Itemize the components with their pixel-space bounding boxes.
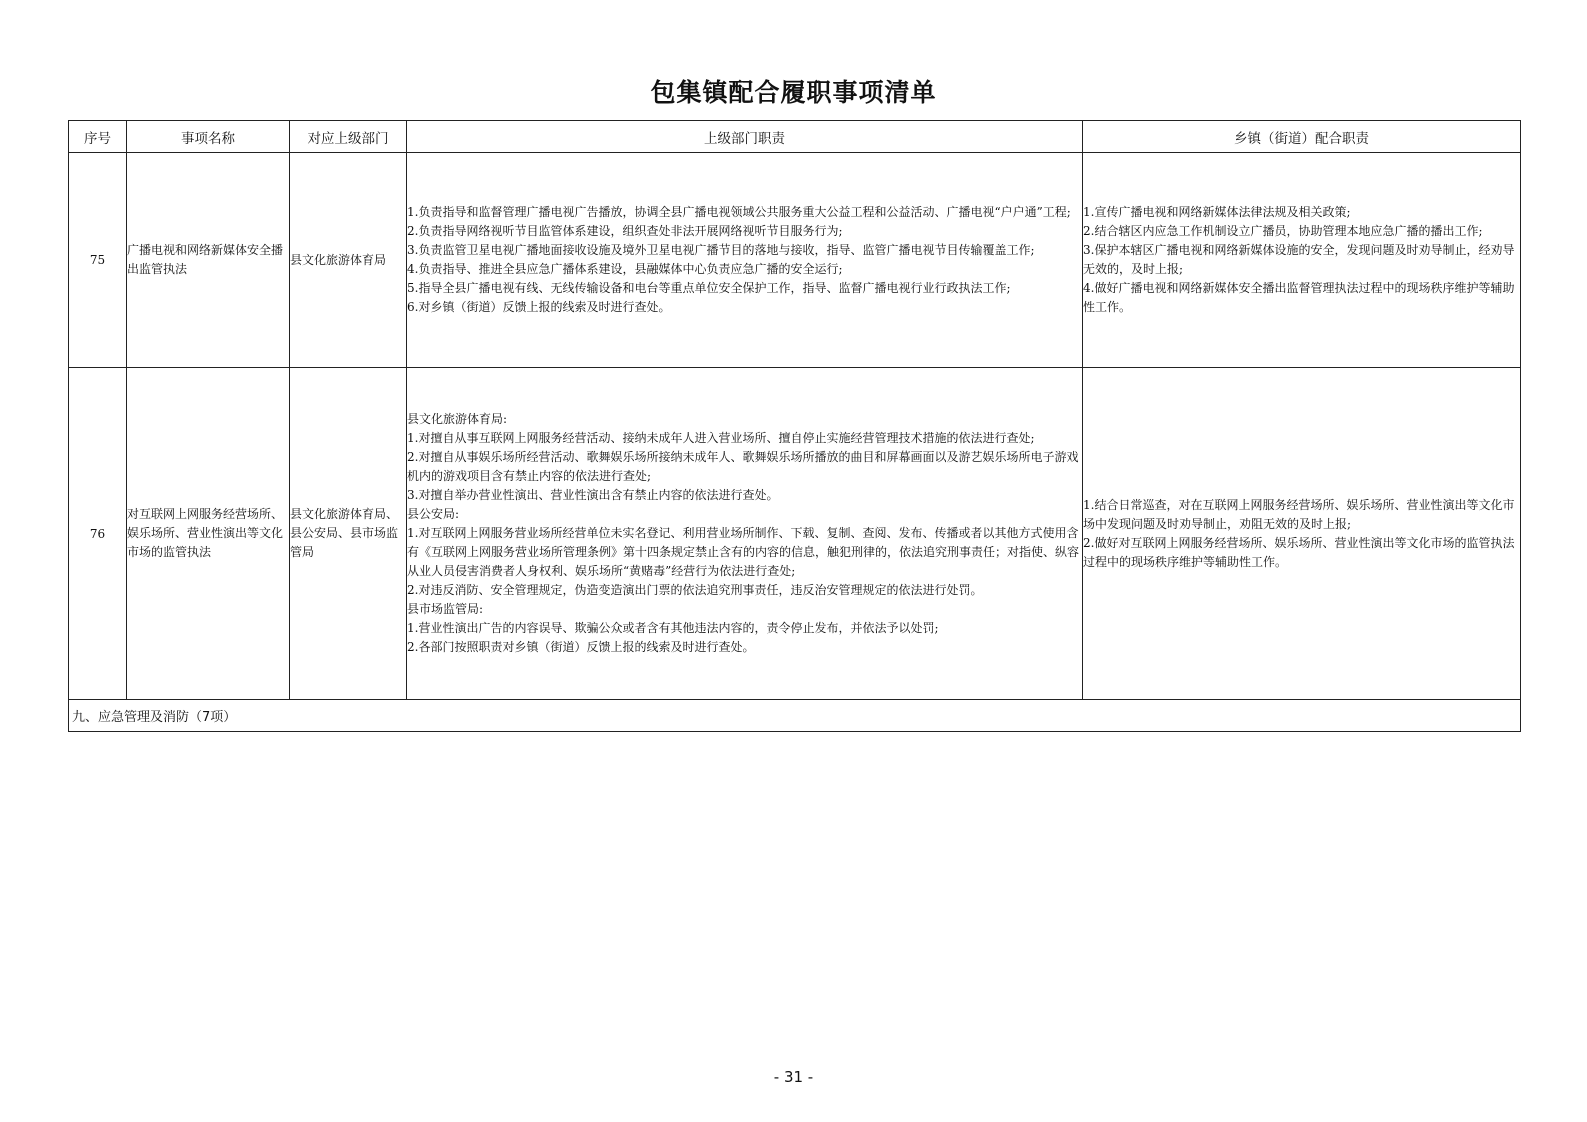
- duty-line: 县公安局:: [407, 507, 460, 521]
- row-item-name: 广播电视和网络新媒体安全播出监管执法: [127, 153, 290, 368]
- section-row: [69, 700, 1521, 732]
- duty-line: 3.对擅自举办营业性演出、营业性演出含有禁止内容的依法进行查处。: [407, 488, 779, 502]
- section-heading: 九、应急管理及消防（7项）: [69, 700, 1521, 732]
- duty-line: 县文化旅游体育局:: [407, 412, 508, 426]
- row-department: 县文化旅游体育局、县公安局、县市场监管局: [290, 368, 407, 700]
- row-seq: 75: [69, 153, 127, 368]
- page-number: - 31 -: [773, 1068, 814, 1086]
- duty-line: 1.营业性演出广告的内容误导、欺骗公众或者含有其他违法内容的，责令停止发布，并依法予以处罚;: [407, 621, 939, 635]
- header-superior-duties: 上级部门职责: [407, 121, 1083, 153]
- duty-line: 2.对擅自从事娱乐场所经营活动、歌舞娱乐场所接纳未成年人、歌舞娱乐场所播放的曲目和屏幕画面以及游艺娱乐场所电子游戏机内的游戏项目含有禁止内容的依法进行查处;: [407, 450, 1079, 483]
- duty-line: 1.对擅自从事互联网上网服务经营活动、接纳未成年人进入营业场所、擅自停止实施经营管理技术措施的依法进行查处;: [407, 431, 1035, 445]
- town-duty-line: 2.做好对互联网上网服务经营场所、娱乐场所、营业性演出等文化市场的监管执法过程中的现场秩序维护等辅助性工作。: [1083, 535, 1515, 569]
- duty-line: 1.负责指导和监督管理广播电视广告播放，协调全县广播电视领域公共服务重大公益工程和公益活动、广播电视“户户通”工程;: [407, 205, 1071, 219]
- row-department: 县文化旅游体育局: [290, 153, 407, 368]
- duty-line: 2.对违反消防、安全管理规定，伪造变造演出门票的依法追究刑事责任，违反治安管理规定的依法进行处罚。: [407, 583, 983, 597]
- town-duty-line: 1.宣传广播电视和网络新媒体法律法规及相关政策;: [1083, 205, 1351, 219]
- header-item-name: 事项名称: [127, 121, 290, 153]
- duty-line: 1.对互联网上网服务营业场所经营单位未实名登记、利用营业场所制作、下载、复制、查阅、发布、传播或者以其他方式使用含有《互联网上网服务营业场所管理条例》第十四条规定禁止含有的内容的信息，触犯刑律的，依法追究刑事责任；对指使、纵容从业人员侵害消费者人身权利、娱乐场所“黄赌毒”经营行为依法进行查处;: [407, 526, 1080, 578]
- row-seq: 76: [69, 368, 127, 700]
- row-item-name: 对互联网上网服务经营场所、娱乐场所、营业性演出等文化市场的监管执法: [127, 368, 290, 700]
- header-town-duties: 乡镇（街道）配合职责: [1083, 121, 1521, 153]
- row-town-duties: [1083, 368, 1521, 700]
- duty-line: 3.负责监管卫星电视广播地面接收设施及境外卫星电视广播节目的落地与接收，指导、监管广播电视节目传输覆盖工作;: [407, 243, 1035, 257]
- duties-table: [68, 120, 1521, 732]
- row-superior-duties: [407, 153, 1083, 368]
- table-row: [69, 153, 1521, 368]
- duty-line: 5.指导全县广播电视有线、无线传输设备和电台等重点单位安全保护工作，指导、监督广播电视行业行政执法工作;: [407, 281, 1011, 295]
- row-town-duties: [1083, 153, 1521, 368]
- town-duty-line: 1.结合日常巡查，对在互联网上网服务经营场所、娱乐场所、营业性演出等文化市场中发现问题及时劝导制止，劝阻无效的及时上报;: [1083, 497, 1515, 531]
- duty-line: 2.负责指导网络视听节目监管体系建设，组织查处非法开展网络视听节目服务行为;: [407, 224, 843, 238]
- town-duty-line: 2.结合辖区内应急工作机制设立广播员，协助管理本地应急广播的播出工作;: [1083, 224, 1483, 238]
- duty-line: 6.对乡镇（街道）反馈上报的线索及时进行查处。: [407, 300, 671, 314]
- duty-line: 2.各部门按照职责对乡镇（街道）反馈上报的线索及时进行查处。: [407, 640, 755, 654]
- header-seq: 序号: [69, 121, 127, 153]
- table-row: [69, 368, 1521, 700]
- row-superior-duties: [407, 368, 1083, 700]
- page-title: 包集镇配合履职事项清单: [650, 78, 937, 107]
- duty-line: 县市场监管局:: [407, 602, 484, 616]
- town-duty-line: 4.做好广播电视和网络新媒体安全播出监督管理执法过程中的现场秩序维护等辅助性工作。: [1083, 281, 1515, 314]
- duty-line: 4.负责指导、推进全县应急广播体系建设，县融媒体中心负责应急广播的安全运行;: [407, 262, 843, 276]
- table-header-row: [69, 121, 1521, 153]
- header-department: 对应上级部门: [290, 121, 407, 153]
- town-duty-line: 3.保护本辖区广播电视和网络新媒体设施的安全，发现问题及时劝导制止，经劝导无效的，及时上报;: [1083, 243, 1515, 276]
